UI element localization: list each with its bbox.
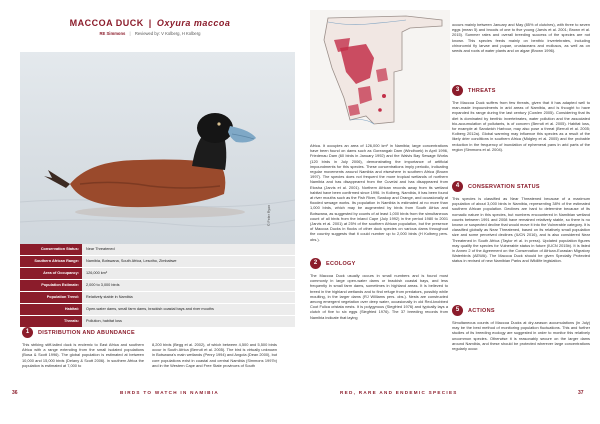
fact-label: Area of Occupancy: — [20, 268, 82, 279]
fact-value: Open-water dams, small farm dams, brackish coastal bays and river mouths — [82, 304, 295, 315]
duck-illustration — [20, 52, 295, 252]
section-heading-ecology: ECOLOGY — [326, 261, 356, 267]
fact-value: 2,000 to 3,000 birds — [82, 280, 295, 291]
author-name: RE Simmons — [99, 31, 126, 36]
right-page — [300, 0, 600, 424]
section-number-icon: 4 — [452, 181, 463, 192]
title-separator: | — [148, 18, 152, 28]
namibia-map — [310, 10, 450, 130]
fact-label: Population Estimate: — [20, 280, 82, 291]
section-heading-distribution: DISTRIBUTION AND ABUNDANCE — [38, 330, 135, 336]
author-separator: | — [129, 31, 131, 36]
conservation-text: This species is classified as Near Threatened because of a maximum population of about 3,000 birds in Namibia, representing 38% of the estimated southern African population. Declines are hard to determine because of its nomadic nature in this species, but numbers encountered in Namibian wetland counts between 1991 and 2008 have remained relatively stable, so there is no known or suspected decline that would move it into the Vulnerable category. It is classified globally as Near Threatened, based on its relatively small population size and some perceived declines (IUCN 2016), and is also considered Near Threatened in South Africa (Taylor et al. in press). Updated population figures may qualify the species for Vulnerable status in future (IUCN 2015b). It is listed in Annex 2 of the Agreement on the Conservation of African-Eurasian Migratory Waterbirds (AEWA). The Maccoa Duck should be given Specially Protected status in revised of new Namibian Parks and Wildlife legislation. — [452, 196, 590, 264]
section-heading-threats: THREATS — [468, 88, 496, 94]
fact-value: Namibia, Botswana, South Africa, Lesotho, Zimbabwe — [82, 256, 295, 267]
distribution-map — [310, 10, 450, 130]
author-line — [0, 31, 300, 36]
page-number-right: 37 — [578, 390, 584, 396]
distribution-text-col3: Africa. It occupies an area of 126,000 km² in Namibia; large concentrations have been found on dams such as Goreangab Dam (Windhoek) in April 1996, Friedenau Dam (60 birds in January 1992) and the Walvis Bay Sewage Works (120 birds in July 2006), demonstrating the importance of artificial impoundments for this species. These concentrations imply periodic, indicating regular movements around Namibia and elsewhere in southern Africa (Brown 1997). The species does not frequent the more tropical wetlands of northern Namibia and has disappeared from the Cuvelai and has disappeared from Etosha (Jarvis et al. 2001). Northern African records away from its wetland habitat have been confirmed since 1996. In Kolberg, Namibia, it has been found at river mouths such as the Fish River, Swakop and Orange, and occasionally at flooded sewage works. Its population in Namibia is estimated at no more than 1,000 birds, which may be augmented by birds from South Africa and Botswana, as suggested by counts of at least 1,000 birds from the simultaneous count of all birds from the inland Cape (July 1992) in the period 1980 to 2001 (Jarvis et al. 2001) at 25% of the southern African population, but the presence of Maccoa Ducks in flocks of other duck species on various dams throughout the country suggests that it could number up to 2,000 birds (H Kolberg pers. obs.). — [310, 143, 448, 242]
page-footer-left: BIRDS TO WATCH IN NAMIBIA — [120, 390, 219, 395]
fact-label: Conservation Status: — [20, 244, 82, 255]
fact-row-area — [20, 268, 295, 279]
section-heading-actions: ACTIONS — [468, 308, 495, 314]
species-title — [0, 18, 300, 28]
fact-table — [20, 244, 295, 328]
common-name: MACCOA DUCK — [69, 18, 144, 28]
fact-label: Population Trend: — [20, 292, 82, 303]
fact-label: Southern African Range: — [20, 256, 82, 267]
fact-value: 126,000 km² — [82, 268, 295, 279]
section-number-icon: 1 — [22, 327, 33, 338]
reviewers: Reviewed by: V Kolberg, H Kolberg — [134, 31, 201, 36]
fact-value: Relatively stable in Namibia — [82, 292, 295, 303]
fact-row-population — [20, 280, 295, 291]
fact-row-threats — [20, 316, 295, 327]
distribution-text-col1: This striking stiff-tailed duck is endemic to East Africa and southern Africa with a range extending from the small isolated populations (Bosa & Scott 1996). The global population is estimated at between 10,000 and 15,000 birds (Delany & Scott 2006). In southern Africa the population is estimated at 7,000 to — [22, 342, 144, 368]
fact-label: Habitat: — [20, 304, 82, 315]
section-heading-conservation: CONSERVATION STATUS — [468, 184, 540, 190]
fact-row-range — [20, 256, 295, 267]
fact-row-trend — [20, 292, 295, 303]
ecology-text: The Maccoa Duck usually occurs in small numbers and is found most commonly in large open-water dams or brackish coastal bays, and less frequently in small farm dams, sometimes in highland areas. It is believed to breed in the highland wetlands and to find refuge from predators, possibly while moulting, in the larger dams (RJ Williams pers. obs.). Nests are constructed among emergent vegetation over deep water, occasionally in old Red-knobbed Coot Fulica cristata nests. It is polygynous (Siegfried 1976) and typically lays a clutch of five to six eggs (Siegfried 1976). The 37 breeding records from Namibia indicate that laying — [310, 273, 448, 320]
maccoa-duck-photo — [20, 52, 295, 252]
ecology-text-continued: occurs mainly between January and May (85% of clutches), with three to seven eggs (mean 5) and broods of one to five young (Jarvis et al. 2001; Brown et al. 2015). Summer rates and overall breeding success of the species are not known. This species feeds mainly on benthic invertebrates, including chironomid fly larvae and pupae, crustaceans and molluscs, as well as on seeds and roots of water plants and on algae (Brown 1996). — [452, 22, 590, 54]
fact-label: Threats: — [20, 316, 82, 327]
page-footer-right: RED, RARE AND ENDEMIC SPECIES — [340, 390, 458, 395]
fact-row-habitat — [20, 304, 295, 315]
section-number-icon: 5 — [452, 305, 463, 316]
fact-value: Near Threatened — [82, 244, 295, 255]
photo-credit: © Peter Ryan — [267, 204, 271, 226]
threats-text: The Maccoa Duck suffers from few threats, given that it has adapted well to man-made impoundments in arid areas of Namibia, and is thought to have expanded its range during the last century (Cowlen 2005). Considering that its diet is dominated by benthic invertebrates, water pollution and the associated bio-accumulation of pollutants, is of concern (Berruti et al. 2005). Habitat loss, for example at Sandwich Harbour, may also pose a threat (Berruti et al. 2005; Kolberg 2012a). Global warming may influence this species as a result of the likely drier conditions in southern Africa (Midgley et al. 2005) and the probable reduction in the frequency of inundation of ephemeral pans in arid parts of the region (Simmons et al. 2004). — [452, 100, 590, 152]
page-number-left: 36 — [12, 390, 18, 396]
section-number-icon: 2 — [310, 258, 321, 269]
distribution-text-col2: 8,200 birds (Begg et al. 2002), of which between 4,500 and 5,500 birds occur in South Africa (Berruti et al. 2005). The bird is virtually unknown in Botswana's main wetlands (Penry 1994) and Angola (Dean 2000), but core populations exist in coastal and central Namibia (Simmons 1997b) and in the Western Cape and Free State provinces of South — [152, 342, 277, 368]
fact-row-status — [20, 244, 295, 255]
scientific-name: Oxyura maccoa — [156, 18, 231, 28]
fact-value: Pollution, habitat loss — [82, 316, 295, 327]
section-number-icon: 3 — [452, 85, 463, 96]
actions-text: Simultaneous counts of Maccoa Ducks at dry-season accumulations (in July) may be the best method of monitoring population fluctuations. This and further studies of its breeding ecology are suggested in order to monitor this relatively uncommon species. Otherwise it is reasonably secure on the larger dams around Namibia, and these should be protected wherever large concentrations regularly occur. — [452, 320, 590, 352]
